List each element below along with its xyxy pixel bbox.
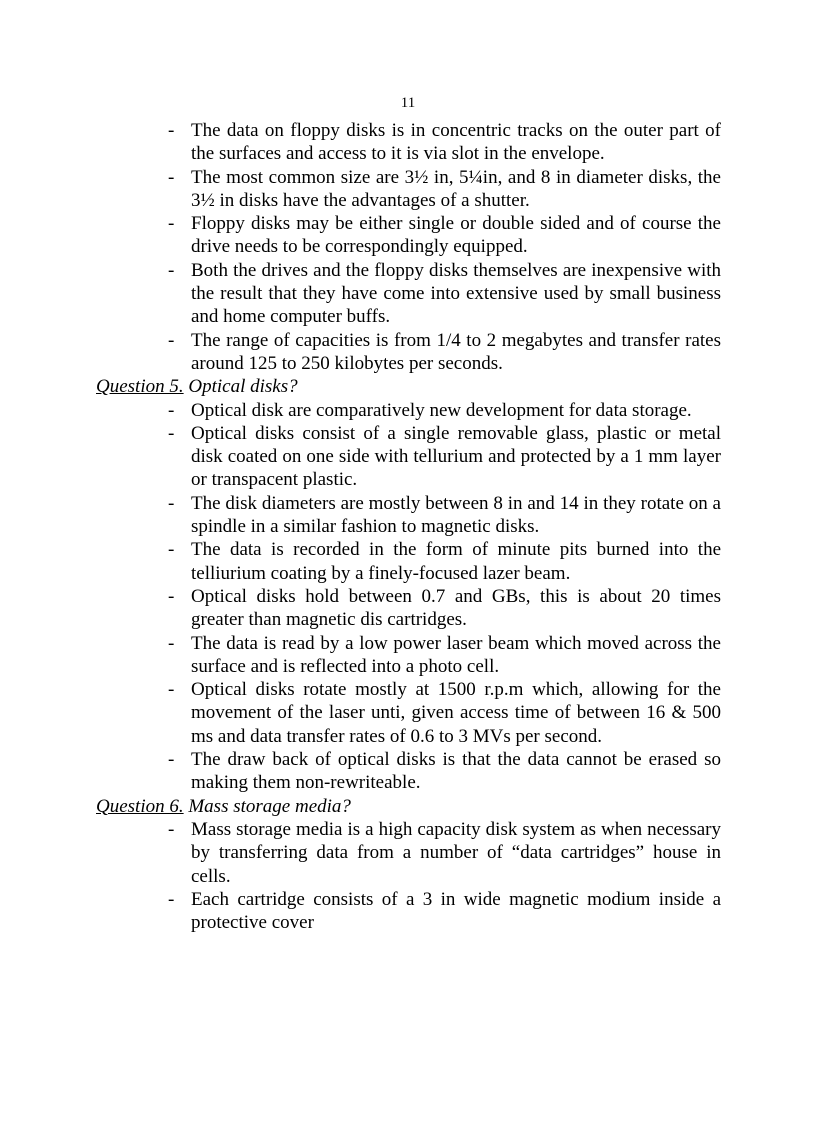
list-item-text: The draw back of optical disks is that the data cannot be erased so making them non-rewriteable. (191, 749, 721, 794)
list-item (96, 818, 721, 888)
optical-disk-bullet-list (96, 399, 721, 795)
list-item (96, 399, 721, 422)
bullet-dash: - (168, 818, 175, 840)
bullet-dash: - (168, 166, 175, 188)
question-6-heading (96, 795, 721, 818)
bullet-dash: - (168, 492, 175, 514)
list-item-text: Each cartridge consists of a 3 in wide magnetic modium inside a protective cover (191, 888, 721, 934)
list-item (96, 166, 721, 213)
list-item-text: Both the drives and the floppy disks themselves are inexpensive with the result that they have come into extensive used by small business and home computer buffs. (191, 259, 721, 328)
page-number: 11 (400, 95, 416, 111)
list-item-text: Floppy disks may be either single or double sided and of course the drive needs to be correspondingly equipped. (191, 213, 721, 258)
list-item-text: Optical disks rotate mostly at 1500 r.p.m which, allowing for the movement of the laser unti, given access time of between 16 & 500 ms and data transfer rates of 0.6 to 3 MVs per second. (191, 679, 721, 747)
bullet-dash: - (168, 749, 175, 771)
list-item (96, 632, 721, 679)
bullet-dash: - (168, 259, 175, 281)
question-6-title: Mass storage media? (183, 795, 351, 817)
bullet-dash: - (168, 329, 175, 351)
list-item-text: The data on floppy disks is in concentric tracks on the outer part of the surfaces and access to it is via slot in the envelope. (191, 120, 721, 165)
bullet-dash: - (168, 585, 175, 607)
bullet-dash: - (168, 422, 175, 444)
list-item (96, 259, 721, 329)
bullet-dash: - (168, 213, 175, 235)
list-item-text: Mass storage media is a high capacity disk system as when necessary by transferring data from a number of “data cartridges” house in cells. (191, 818, 721, 887)
list-item-text: Optical disks consist of a single removable glass, plastic or metal disk coated on one side with tellurium and protected by a 1 mm layer or transpacent plastic. (191, 422, 721, 491)
list-item-text: The data is read by a low power laser beam which moved across the surface and is reflected into a photo cell. (191, 632, 721, 677)
mass-storage-bullet-list (96, 818, 721, 934)
bullet-dash: - (168, 888, 175, 910)
floppy-disk-bullet-list (96, 119, 721, 375)
bullet-dash: - (168, 679, 175, 701)
list-item (96, 119, 721, 166)
list-item-text: The data is recorded in the form of minute pits burned into the telliurium coating by a finely-focused lazer beam. (191, 539, 721, 584)
bullet-dash: - (168, 120, 175, 141)
list-item (96, 212, 721, 259)
list-item (96, 678, 721, 748)
bullet-dash: - (168, 399, 175, 421)
list-item (96, 538, 721, 585)
list-item-text: The most common size are 3½ in, 5¼in, and 8 in diameter disks, the 3½ in disks have the advantages of a shutter. (191, 166, 721, 211)
list-item (96, 888, 721, 935)
bullet-dash: - (168, 632, 175, 654)
list-item (96, 585, 721, 632)
bullet-dash: - (168, 539, 175, 561)
question-5-title: Optical disks? (183, 376, 298, 398)
list-item-text: The range of capacities is from 1/4 to 2 megabytes and transfer rates around 125 to 250 kilobytes per seconds. (191, 329, 721, 374)
list-item (96, 492, 721, 539)
question-5-heading (96, 375, 721, 398)
list-item (96, 422, 721, 492)
list-item-text: The disk diameters are mostly between 8 in and 14 in they rotate on a spindle in a similar fashion to magnetic disks. (191, 492, 721, 538)
list-item (96, 329, 721, 376)
list-item-text: Optical disk are comparatively new development for data storage. (191, 399, 692, 421)
list-item (96, 748, 721, 795)
document-body (96, 119, 721, 934)
question-6-label: Question 6. (96, 795, 184, 817)
question-5-label: Question 5. (96, 376, 184, 398)
list-item-text: Optical disks hold between 0.7 and GBs, this is about 20 times greater than magnetic dis cartridges. (191, 585, 721, 631)
